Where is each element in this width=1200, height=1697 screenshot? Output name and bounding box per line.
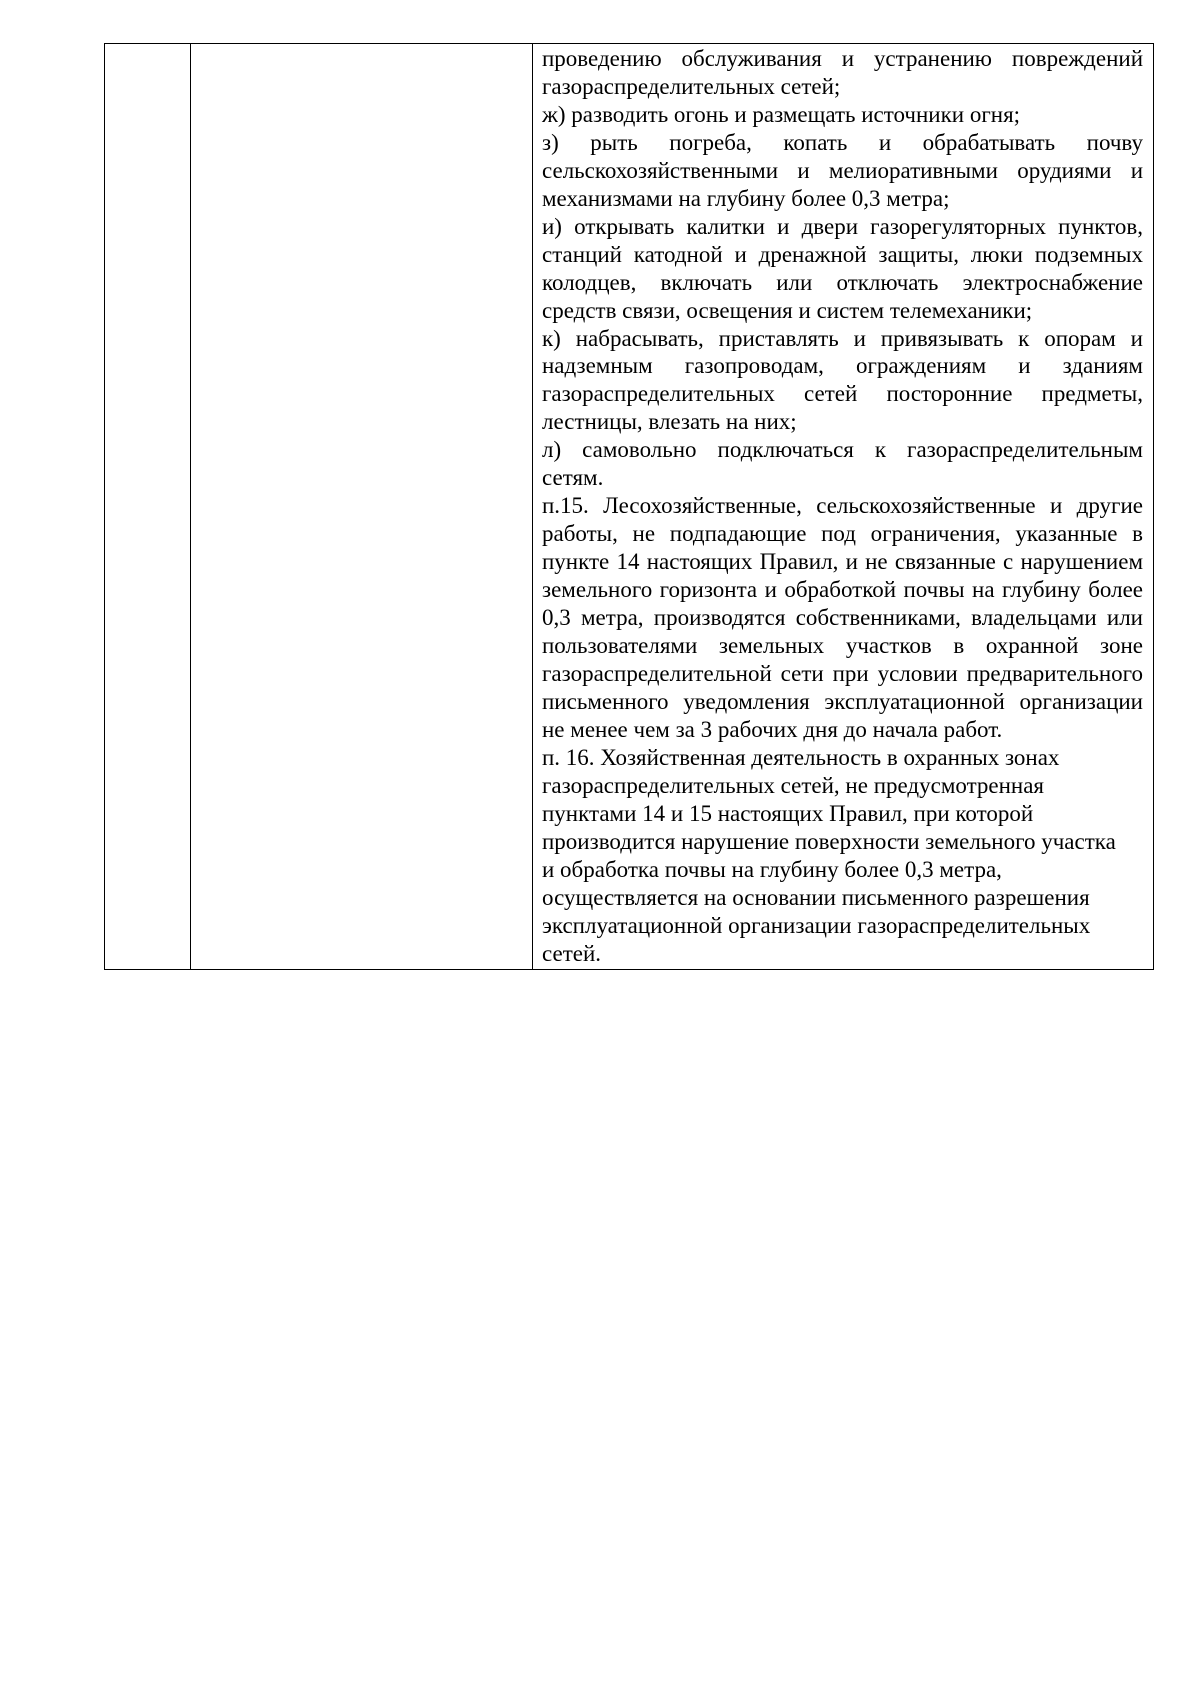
paragraph-clause-16: п. 16. Хозяйственная деятельность в охранных зонах газораспределительных сетей, не предусмотренная пунктами 14 и 15 настоящих Правил, при которой производится нарушение поверхности земельного участка и обработка почвы на глубину более 0,3 метра, осуществляется на основании письменного разрешения эксплуатационной организации газораспределительных сетей. [542,744,1116,966]
paragraph-item-z: з) рыть погреба, копать и обрабатывать почву сельскохозяйственными и мелиоративными орудиями и механизмами на глубину более 0,3 метра; [542,129,1143,211]
paragraph-item-k: к) набрасывать, приставлять и привязывать к опорам и надземным газопроводам, ограждениям и зданиям газораспределительных сетей посторонние предметы, лестницы, влезать на них; [542,325,1143,435]
table-cell-name [191,44,533,970]
paragraph-continuation: проведению обслуживания и устранению повреждений газораспределительных сетей; [542,46,1143,99]
table-cell-restrictions [533,44,1154,970]
paragraph-item-l: л) самовольно подключаться к газораспределительным сетям. [542,437,1143,491]
table-cell-number [105,44,191,970]
paragraph-item-zh: ж) разводить огонь и размещать источники огня; [542,101,1021,127]
paragraph-item-i: и) открывать калитки и двери газорегуляторных пунктов, станций катодной и дренажной защиты, люки подземных колодцев, включать или отключать электроснабжение средств связи, освещения и систем телемеханики; [542,213,1143,323]
paragraph-clause-15: п.15. Лесохозяйственные, сельскохозяйственные и другие работы, не подпадающие под ограничения, указанные в пункте 14 настоящих Правил, и не связанные с нарушением земельного горизонта и обработкой почвы на глубину более 0,3 метра, производятся собственниками, владельцами или пользователями земельных участков в охранной зоне газораспределительной сети при условии предварительного письменного уведомления эксплуатационной организации не менее чем за 3 рабочих дня до начала работ. [542,493,1143,742]
regulation-table [104,43,1154,970]
table-row [105,44,1154,970]
